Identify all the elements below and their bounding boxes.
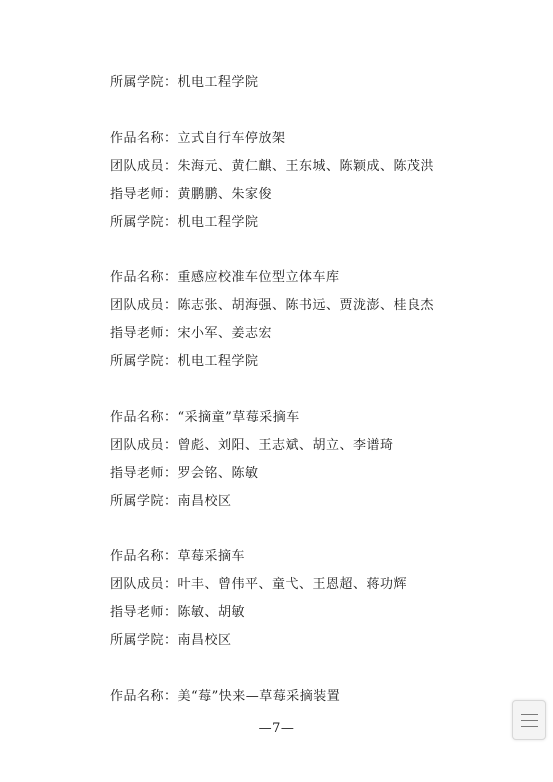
project-name-line: 作品名称：重感应校准车位型立体车库 [110,270,340,285]
college-line: 所属学院：南昌校区 [110,494,232,509]
advisor-line: 指导老师：宋小军、姜志宏 [110,326,273,341]
team-members-line: 团队成员：陈志张、胡海强、陈书远、贾泷澎、桂良杰 [110,298,435,313]
college-line: 所属学院：机电工程学院 [110,215,259,230]
team-members-line: 团队成员：叶丰、曾伟平、童弋、王恩超、蒋功辉 [110,577,408,592]
college-line: 所属学院：机电工程学院 [110,75,259,90]
advisor-line: 指导老师：陈敏、胡敏 [110,605,246,620]
advisor-line: 指导老师：黄鹏鹏、朱家俊 [110,187,273,202]
team-members-line: 团队成员：朱海元、黄仁麒、王东城、陈颖成、陈茂洪 [110,159,435,174]
project-name-line: 作品名称：草莓采摘车 [110,549,246,564]
menu-button[interactable] [512,700,546,740]
project-name-line: 作品名称：立式自行车停放架 [110,131,286,146]
college-line: 所属学院：机电工程学院 [110,354,259,369]
page-number: —7— [258,721,295,736]
advisor-line: 指导老师：罗会铭、陈敏 [110,466,259,481]
college-line: 所属学院：南昌校区 [110,633,232,648]
project-name-line: 作品名称：“采摘童”草莓采摘车 [110,410,300,425]
team-members-line: 团队成员：曾彪、刘阳、王志斌、胡立、李谱琦 [110,438,394,453]
project-name-line: 作品名称：美“莓”快来—草莓采摘装置 [110,689,341,704]
